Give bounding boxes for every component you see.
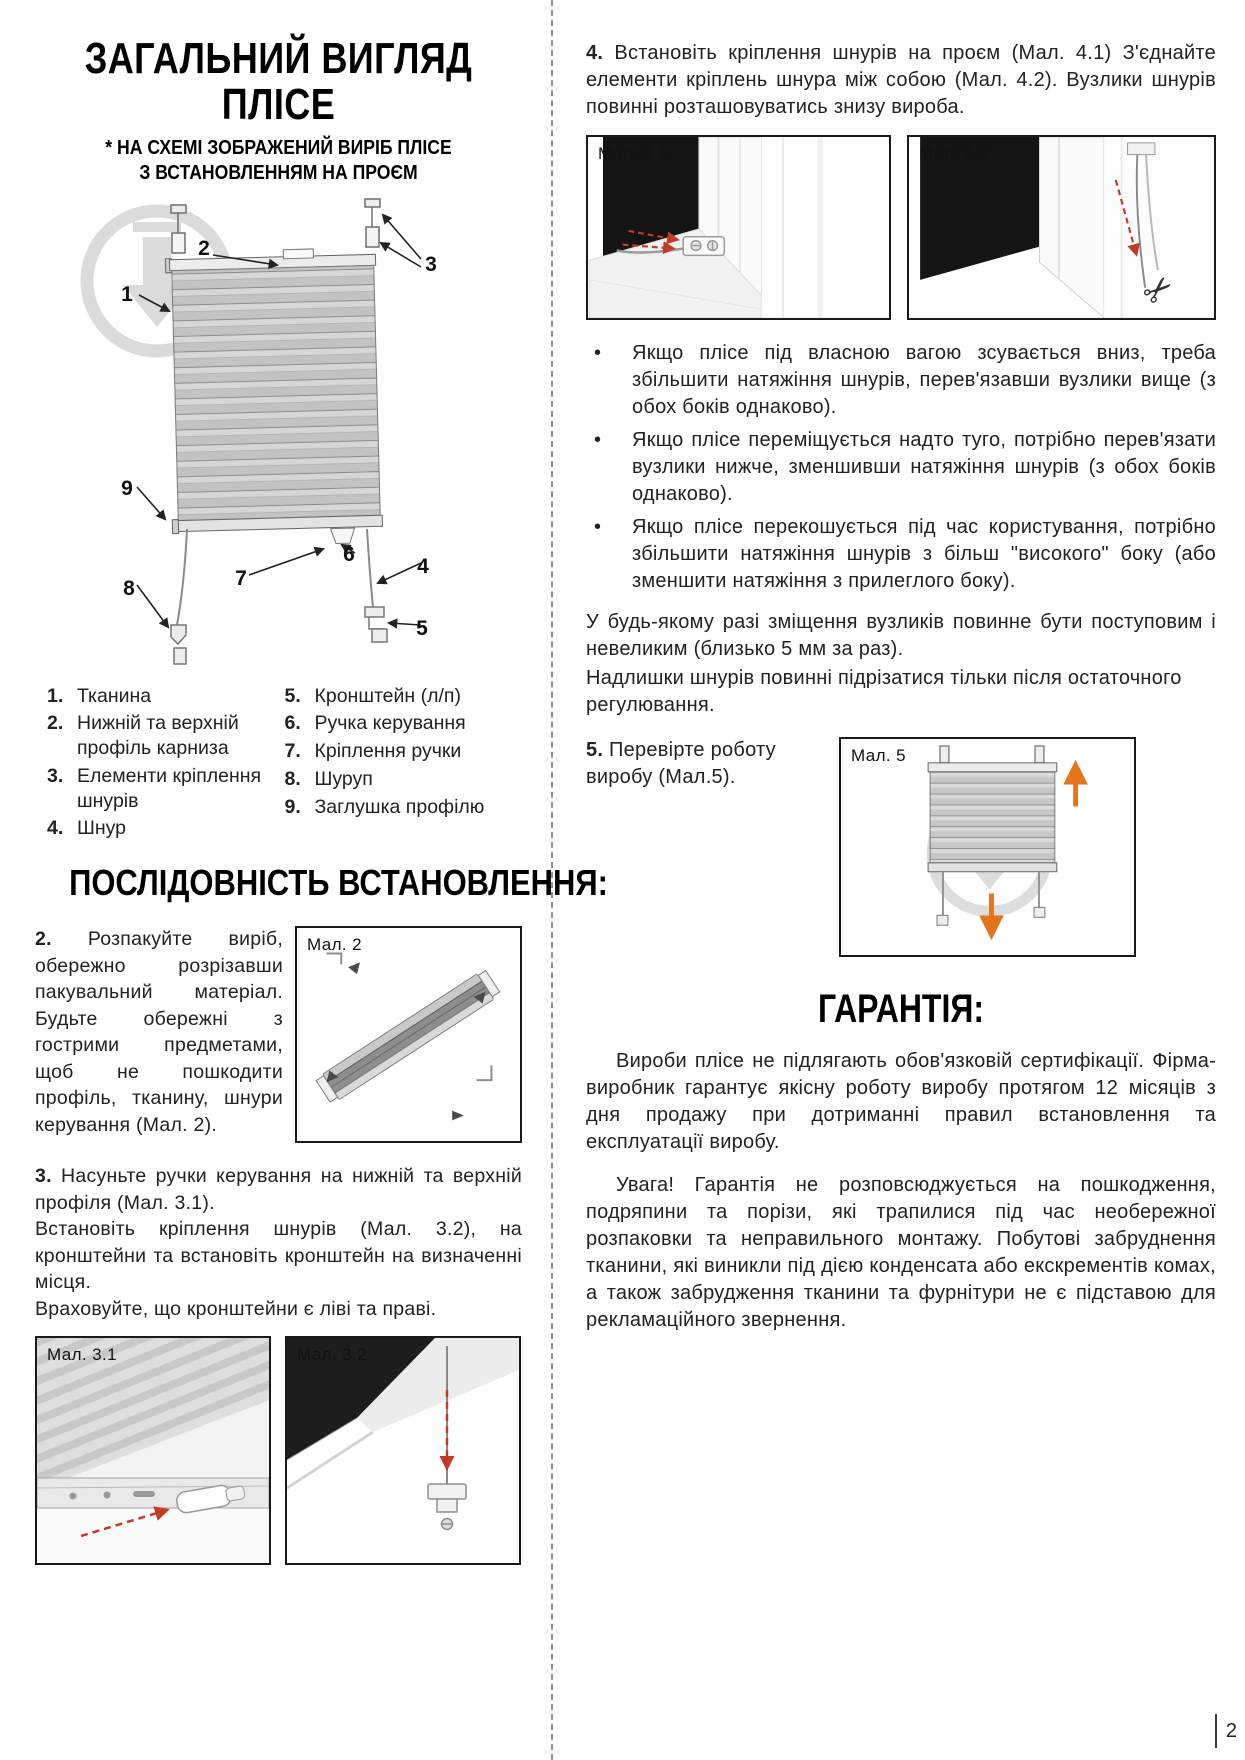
step-5-text: 5. Перевірте роботу виробу (Мал.5).: [586, 739, 776, 788]
legend-item: 2. Нижній та верхній профіль карниза: [47, 712, 239, 760]
overview-diagram: [35, 193, 522, 676]
cord-hook-screw: [171, 625, 186, 664]
callout-4: 4: [417, 554, 429, 578]
bullet-item: • Якщо плісе під власною вагою зсувається вниз, треба збільшити натяжіння шнурів, перев'язавши вузлики вище (з обох боків однаково).: [586, 340, 1216, 421]
figure-2-label: Мал. 2: [307, 935, 363, 955]
figure-3-2-box: [285, 1336, 521, 1565]
install-heading: ПОСЛІДОВНІСТЬ ВСТАНОВЛЕННЯ:: [69, 862, 608, 904]
bullet-item: • Якщо плісе переміщується надто туго, потрібно перев'язати вузлики нижче, зменшивши натяжіння шнурів (з обох боків однаково).: [586, 427, 1216, 508]
adjustment-note: [586, 609, 1216, 719]
step-2-text: 2. Розпакуйте виріб, обережно розрізавши пакувальний матеріал. Будьте обережні з гострими предметами, щоб не пошкодити профіль, тканину, шнури керування (Мал. 2).: [35, 928, 283, 1136]
step-5-row: [586, 737, 1216, 957]
legend-col-2: [285, 684, 523, 845]
figure-3-1-box: [35, 1336, 271, 1565]
warranty-paragraph-2: Увага! Гарантія не розповсюджується на пошкодження, подряпини та порізи, які трапилися під час необережної розпаковки та неправильного монтажу. Побутові забруднення тканини, які виникли під дією конденсата або екскрементів комах, а також забрудження тканини та фурнітури не є підставою для рекламаційного звернення.: [586, 1174, 1216, 1331]
step-3-line-3: Враховуйте, що кронштейни є ліві та праві.: [35, 1297, 437, 1320]
figure-3-2-label: Мал. 3.2: [297, 1345, 368, 1365]
left-column: [35, 34, 608, 1565]
legend-item: 4. Шнур: [47, 817, 127, 840]
step-3-line-2: Встановіть кріплення шнурів (Мал. 3.2), на кронштейни та встановіть кронштейн на визначенні місця.: [35, 1218, 522, 1294]
figure-3-2-diagram: [287, 1338, 519, 1563]
step-3-line-1: 3. Насуньте ручки керування на нижній та верхній профіля (Мал. 3.1).: [35, 1165, 522, 1214]
callout-2: 2: [198, 236, 210, 260]
bullet-item: • Якщо плісе перекошується під час користування, потрібно збільшити натяжіння шнурів з більш "високого" боку (або зменшити натяжіння з прилеглого боку).: [586, 514, 1216, 595]
cord-bracket: [683, 237, 724, 256]
callout-3: 3: [425, 252, 437, 276]
callout-5: 5: [416, 616, 428, 640]
figure-2-diagram: [297, 928, 520, 1141]
page-title: ЗАГАЛЬНИЙ ВИГЛЯД ПЛІСЕ: [84, 34, 473, 129]
figure-5-box: [839, 737, 1136, 957]
step-4-text: 4. Встановіть кріплення шнурів на проєм (Мал. 4.1) З'єднайте елементи кріплень шнура між собою (Мал. 4.2). Вузлики шнурів повинні розташовуватись знизу вироба.: [586, 42, 1216, 118]
figure-2-box: [295, 926, 522, 1143]
legend-col-1: [47, 684, 285, 845]
warranty-paragraph-1: Вироби плісе не підлягають обов'язковій сертифікації. Фірма-виробник гарантує якісну роботу виробу протягом 12 місяців з дня продажу при дотриманні правил встановлення та експлуатації виробу.: [586, 1050, 1216, 1153]
bullet-marker: •: [594, 342, 602, 364]
legend-item: 6. Ручка керування: [284, 712, 466, 735]
callout-6: 6: [343, 542, 355, 566]
callout-8: 8: [123, 576, 135, 600]
page-subtitle: * НА СХЕМІ ЗОБРАЖЕНИЙ ВИРІБ ПЛІСЕ З ВСТАНОВЛЕННЯМ НА ПРОЄМ: [105, 136, 452, 185]
figure-3-1-label: Мал. 3.1: [47, 1345, 118, 1365]
page-number-divider: [1215, 1714, 1217, 1748]
figure-4-1-label: Мал. 4.1: [598, 144, 669, 163]
legend-item: 9. Заглушка профілю: [284, 795, 485, 818]
bullet-marker: •: [594, 429, 602, 451]
step-2-row: [35, 926, 522, 1143]
note-line-1: У будь-якому разі зміщення вузликів повинне бути поступовим і невеликим (близько 5 мм за раз).: [586, 611, 1216, 660]
right-column: [586, 40, 1216, 1334]
cord-fixing: [1128, 143, 1155, 155]
figure-4-1-diagram: [588, 137, 889, 318]
blind-body: [165, 247, 383, 547]
legend-item: 7. Кріплення ручки: [284, 740, 462, 763]
figures-3-row: [35, 1336, 522, 1565]
cord-mount-right: [365, 199, 380, 247]
diagram-legend: [35, 684, 522, 845]
figure-4-2-box: [907, 135, 1216, 320]
warranty-heading: ГАРАНТІЯ:: [817, 987, 985, 1031]
bottom-bracket: [365, 607, 387, 642]
figure-4-2-diagram: [909, 137, 1214, 318]
scissors-icon: ✂: [1134, 266, 1183, 315]
figure-4-1-box: [586, 135, 891, 320]
figure-5-diagram: [841, 739, 1134, 955]
callout-1: 1: [121, 282, 133, 306]
figures-4-row: [586, 135, 1216, 320]
adjustment-bullets: [586, 340, 1216, 595]
figure-5-label: Мал. 5: [851, 746, 907, 765]
pleated-blind-diagram: [35, 193, 522, 671]
figure-3-1-diagram: [37, 1338, 269, 1563]
callout-9: 9: [121, 476, 133, 500]
legend-item: 1. Тканина: [47, 684, 152, 707]
step-3-text: [35, 1163, 522, 1322]
note-line-2: Надлишки шнурів повинні підрізатися тільки після остаточного регулювання.: [586, 667, 1182, 716]
legend-item: 8. Шуруп: [284, 767, 373, 790]
callout-7: 7: [235, 566, 247, 590]
legend-item: 5. Кронштейн (л/п): [284, 684, 461, 707]
legend-item: 3. Елементи кріплення шнурів: [47, 764, 262, 812]
page-number: 2: [1215, 1714, 1237, 1748]
bullet-marker: •: [594, 516, 602, 538]
figure-4-2-label: Мал. 4.2: [919, 144, 990, 163]
